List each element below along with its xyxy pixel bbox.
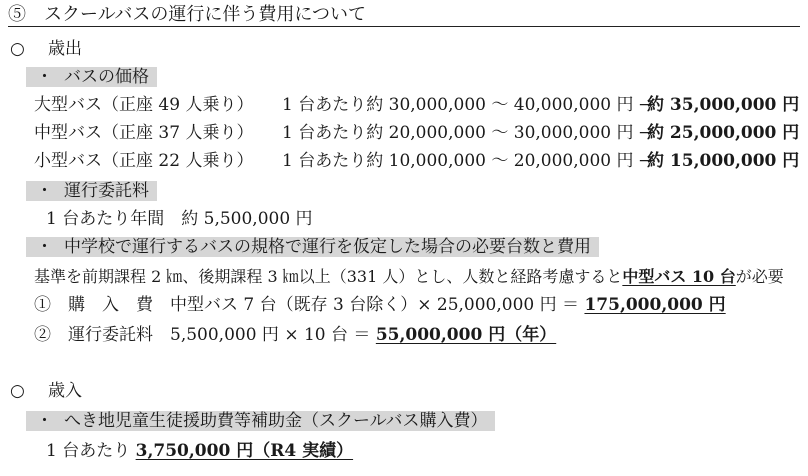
subsidy-amount: 3,750,000 円（R4 実績） [135,441,354,461]
section-title: ⑤ スクールバスの運行に伴う費用について [8,4,367,25]
basis-suffix: が必要 [735,267,784,286]
circle-bullet-icon: ○ [10,39,25,59]
operation-total: 55,000,000 円（年） [375,325,557,345]
bullet-icon: ・ [36,411,53,431]
requirement-heading [26,236,599,258]
subsidy-amount-line [46,440,353,462]
bus-approx: 約 25,000,000 円 [647,123,800,143]
bullet-icon: ・ [36,181,53,201]
bus-name: 大型バス（正座 49 人乗り） [34,95,254,115]
expenditure-heading [10,38,82,60]
bus-approx: 約 15,000,000 円 [647,151,800,171]
bus-price-label: バスの価格 [64,67,149,87]
bus-range: 1 台あたり約 20,000,000 〜 30,000,000 円 → [282,123,654,143]
operation-fee-label: 運行委託料 [64,181,149,201]
bus-name: 中型バス（正座 37 人乗り） [34,123,254,143]
circle-bullet-icon: ○ [10,381,25,401]
requirement-label: 中学校で運行するバスの規格で運行を仮定した場合の必要台数と費用 [64,237,591,257]
expenditure-label: 歳出 [48,39,82,59]
bullet-icon: ・ [36,237,53,257]
revenue-label: 歳入 [48,381,82,401]
operation-label: ② 運行委託料 5,500,000 円 × 10 台 ＝ [34,325,371,345]
purchase-total: 175,000,000 円 [584,295,726,315]
bullet-icon: ・ [36,67,53,87]
operation-fee-text: 1 台あたり年間 約 5,500,000 円 [46,209,313,229]
bus-price-row-medium [34,122,799,144]
bus-price-row-large [34,94,799,116]
subsidy-label: へき地児童生徒援助費等補助金（スクールバス購入費） [64,411,488,431]
basis-highlight: 中型バス 10 台 [622,267,736,286]
subsidy-heading [26,410,495,432]
bus-name: 小型バス（正座 22 人乗り） [34,151,254,171]
title-divider [8,26,800,27]
bus-approx: 約 35,000,000 円 [647,95,800,115]
bus-price-heading [26,66,157,88]
bus-range: 1 台あたり約 30,000,000 〜 40,000,000 円 → [282,95,654,115]
bus-range: 1 台あたり約 10,000,000 〜 20,000,000 円 → [282,151,654,171]
subsidy-prefix: 1 台あたり [46,441,131,461]
basis-prefix: 基準を前期課程 2 ㎞、後期課程 3 ㎞以上（331 人）とし、人数と経路考慮すると [34,267,623,286]
purchase-cost-line [34,294,726,316]
operation-fee-heading [26,180,157,202]
revenue-heading [10,380,82,402]
purchase-label: ① 購 入 費 中型バス 7 台（既存 3 台除く）× 25,000,000 円 ＝ [34,295,580,315]
requirement-basis [34,266,784,288]
bus-price-row-small [34,150,799,172]
operation-cost-line [34,324,556,346]
